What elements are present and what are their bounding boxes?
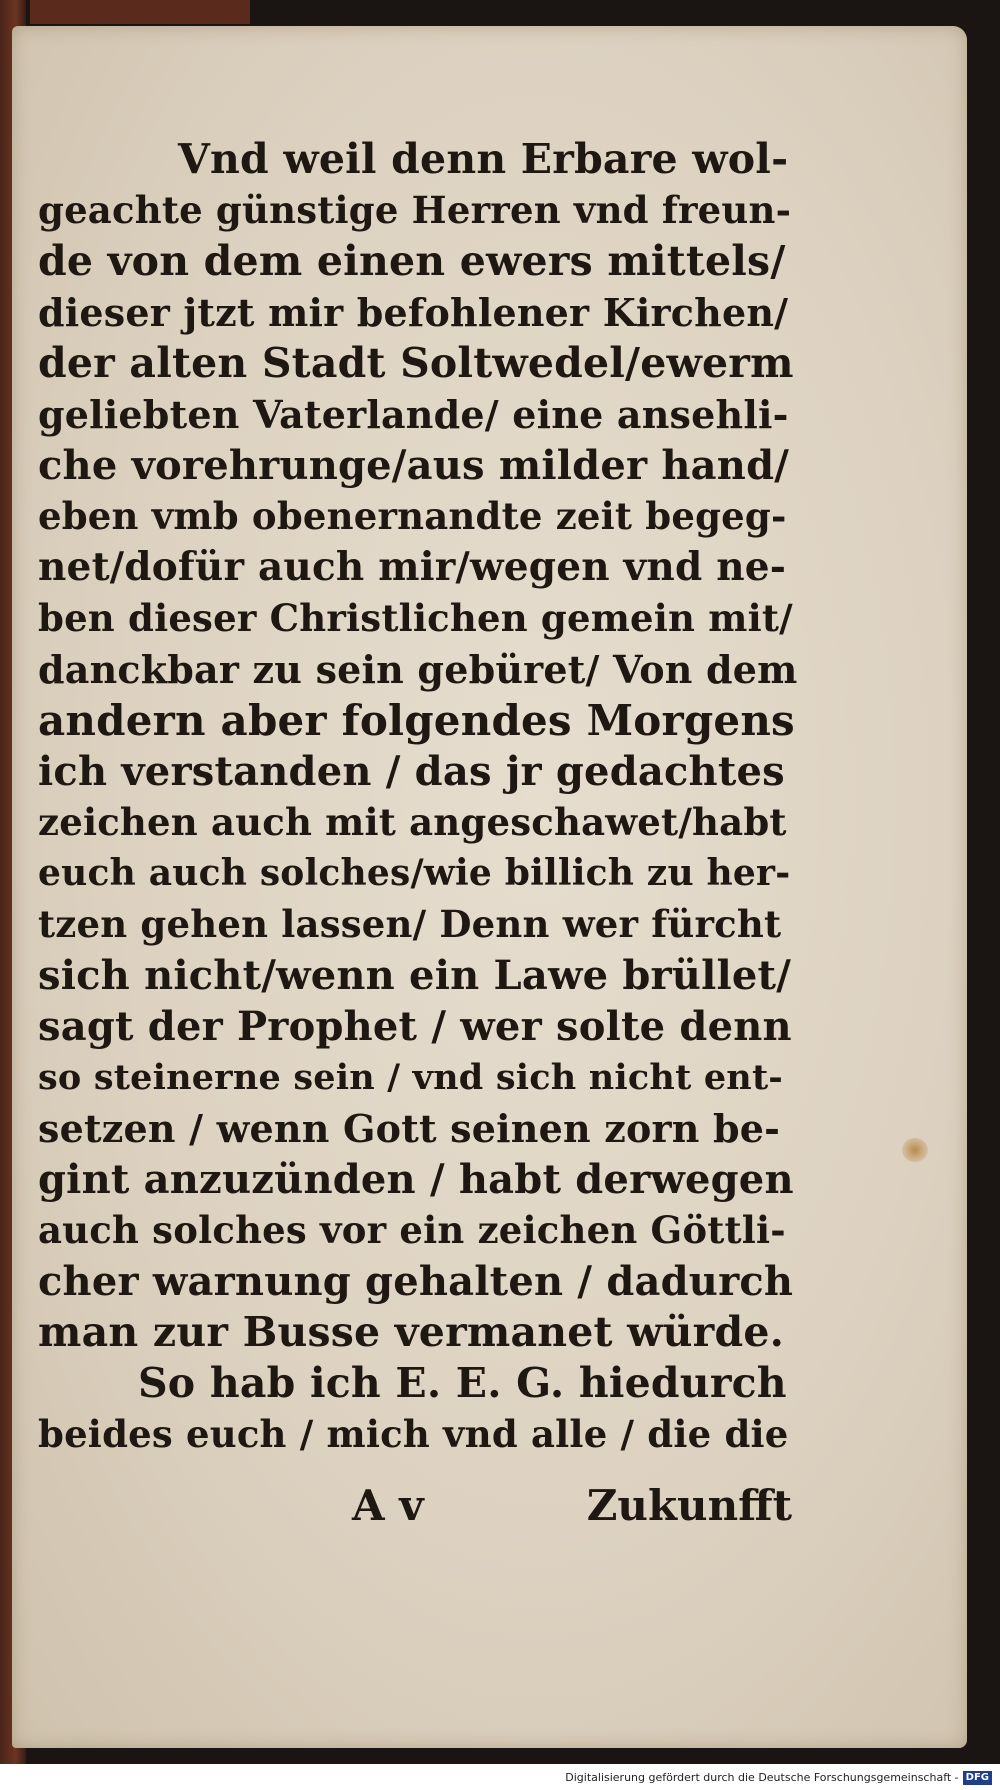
text-line: net/dofür auch mir/wegen vnd ne- (38, 544, 787, 590)
funding-credit (565, 1768, 992, 1788)
text-line: zeichen auch mit angeschawet/habt (38, 800, 787, 844)
text-line: danckbar zu sein gebüret/ Von dem (38, 647, 798, 692)
paper-page (12, 26, 967, 1748)
text-line: euch auch solches/wie billich zu her- (38, 852, 791, 894)
text-line: setzen / wenn Gott seinen zorn be- (38, 1106, 781, 1151)
signature-mark: A v (352, 1481, 424, 1530)
book-cover-top (30, 0, 250, 24)
text-line: So hab ich E. E. G. hiedurch (138, 1359, 787, 1407)
text-line: ich verstanden / das jr gedachtes (38, 748, 785, 795)
text-line: so steinerne sein / vnd sich nicht ent- (38, 1057, 784, 1098)
page-footer (352, 1480, 792, 1531)
text-line: tzen gehen lassen/ Denn wer fürcht (38, 902, 782, 946)
text-line: sich nicht/wenn ein Lawe brüllet/ (38, 952, 792, 999)
text-line: gint anzuzünden / habt derwegen (38, 1156, 794, 1203)
text-line: auch solches vor ein zeichen Göttli- (38, 1208, 786, 1252)
text-line: geliebten Vaterlande/ eine ansehli- (38, 392, 789, 437)
catchword: Zukunfft (586, 1481, 792, 1530)
text-line: dieser jtzt mir befohlener Kirchen/ (38, 290, 789, 335)
text-line: Vnd weil denn Erbare wol- (178, 135, 789, 183)
text-line: man zur Busse vermanet würde. (38, 1308, 785, 1356)
text-line: sagt der Prophet / wer solte denn (38, 1003, 792, 1050)
text-line: de von dem einen ewers mittels/ (38, 237, 786, 285)
body-text (38, 134, 798, 1460)
text-line: ben dieser Christlichen gemein mit/ (38, 596, 793, 640)
text-line: der alten Stadt Soltwedel/ewerm (38, 339, 794, 387)
text-line: eben vmb obenernandte zeit begeg- (38, 494, 787, 538)
text-line: geachte günstige Herren vnd freun- (38, 188, 792, 232)
paper-stain (902, 1138, 928, 1162)
text-line: che vorehrunge/aus milder hand/ (38, 442, 790, 489)
dfg-logo: DFG (963, 1771, 992, 1785)
text-line: andern aber folgendes Morgens (38, 696, 795, 745)
funding-note: Digitalisierung gefördert durch die Deutsche Forschungsgemeinschaft - (565, 1771, 959, 1784)
text-line: cher warnung gehalten / dadurch (38, 1258, 794, 1305)
text-line: beides euch / mich vnd alle / die die (38, 1412, 789, 1456)
